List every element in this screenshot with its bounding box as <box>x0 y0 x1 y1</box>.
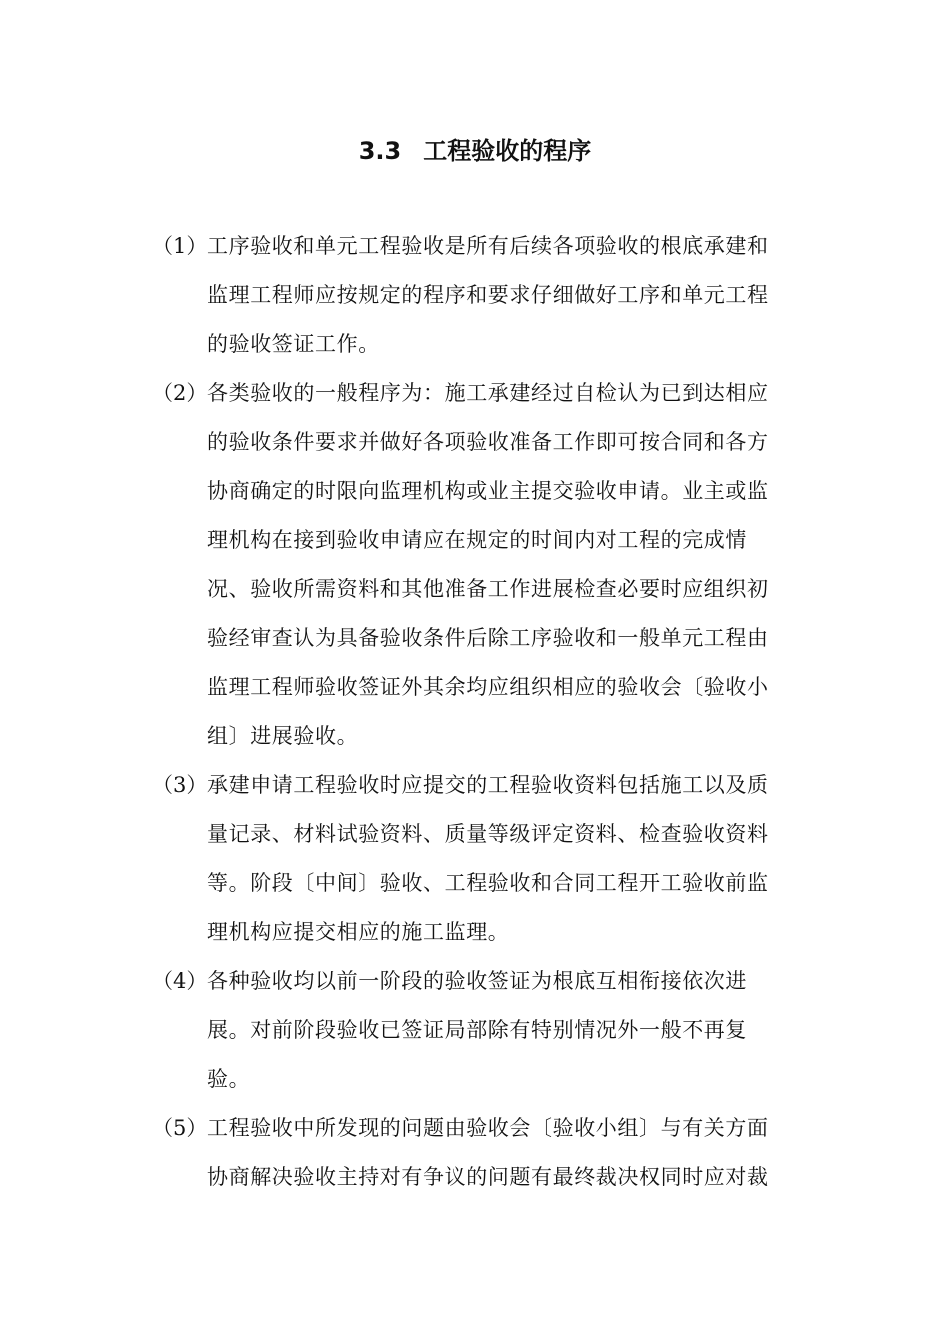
text-line: 等。阶段〔中间〕验收、工程验收和合同工程开工验收前监 <box>207 871 769 895</box>
text-line: 承建申请工程验收时应提交的工程验收资料包括施工以及质 <box>207 773 769 797</box>
section-title <box>0 136 950 166</box>
item-text <box>207 957 792 1104</box>
list-item <box>152 222 792 369</box>
text-line: 组〕进展验收。 <box>207 724 359 748</box>
text-line: 的验收签证工作。 <box>207 332 380 356</box>
text-line: 各种验收均以前一阶段的验收签证为根底互相衔接依次进 <box>207 969 747 993</box>
list-item <box>152 1104 792 1202</box>
text-line: 验经审查认为具备验收条件后除工序验收和一般单元工程由 <box>207 626 769 650</box>
text-line: 监理工程师应按规定的程序和要求仔细做好工序和单元工程 <box>207 283 769 307</box>
text-line: 况、验收所需资料和其他准备工作进展检查必要时应组织初 <box>207 577 769 601</box>
item-marker: （3） <box>152 773 208 797</box>
list-item <box>152 369 792 761</box>
text-line: 验。 <box>207 1067 251 1091</box>
text-line: 工程验收中所发现的问题由验收会〔验收小组〕与有关方面 <box>207 1116 769 1140</box>
item-text <box>207 1104 792 1202</box>
item-text <box>207 761 792 957</box>
text-line: 展。对前阶段验收已签证局部除有特别情况外一般不再复 <box>207 1018 747 1042</box>
item-marker: （5） <box>152 1116 208 1140</box>
section-number: 3.3 <box>358 137 402 165</box>
text-line: 监理工程师验收签证外其余均应组织相应的验收会〔验收小 <box>207 675 769 699</box>
text-line: 各类验收的一般程序为：施工承建经过自检认为已到达相应 <box>207 381 769 405</box>
text-line: 量记录、材料试验资料、质量等级评定资料、检查验收资料 <box>207 822 769 846</box>
text-line: 工序验收和单元工程验收是所有后续各项验收的根底承建和 <box>207 234 769 258</box>
item-marker: （1） <box>152 234 208 258</box>
text-line: 协商确定的时限向监理机构或业主提交验收申请。业主或监 <box>207 479 769 503</box>
text-line: 理机构应提交相应的施工监理。 <box>207 920 510 944</box>
text-line: 的验收条件要求并做好各项验收准备工作即可按合同和各方 <box>207 430 769 454</box>
item-text <box>207 369 792 761</box>
text-line: 理机构在接到验收申请应在规定的时间内对工程的完成情 <box>207 528 747 552</box>
list-item <box>152 761 792 957</box>
text-line: 协商解决验收主持对有争议的问题有最终裁决权同时应对裁 <box>207 1165 769 1189</box>
procedure-list <box>152 222 792 1202</box>
item-marker: （4） <box>152 969 208 993</box>
item-text <box>207 222 792 369</box>
section-title-text: 工程验收的程序 <box>423 137 592 165</box>
list-item <box>152 957 792 1104</box>
item-marker: （2） <box>152 381 208 405</box>
